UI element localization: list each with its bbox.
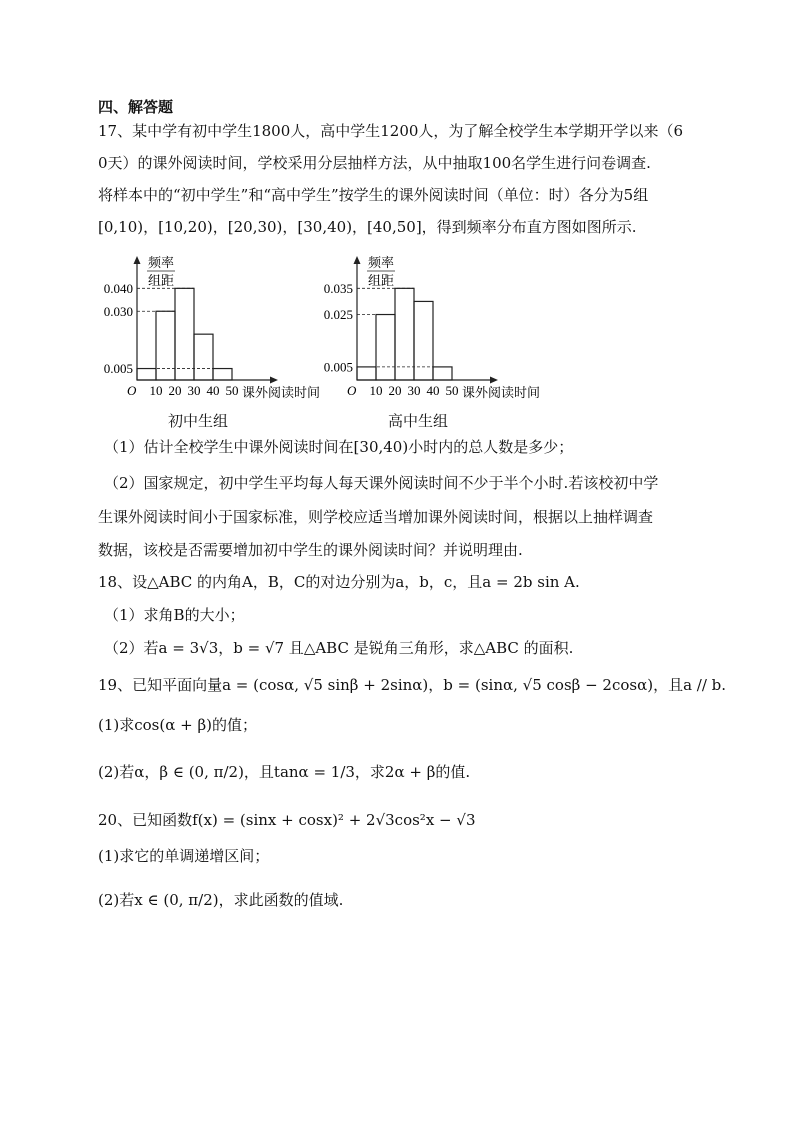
x-tick-label: 10	[369, 383, 383, 398]
q17-sub1: （1）估计全校学生中课外阅读时间在[30,40)小时内的总人数是多少；	[104, 438, 574, 456]
x-tick-label: 20	[168, 383, 182, 398]
y-axis-arrow	[134, 256, 141, 264]
q18-stem: 18、设△ABC 的内角A，B，C的对边分别为a，b，c，且a = 2b sin A.	[98, 573, 580, 591]
y-axis-arrow	[354, 256, 361, 264]
q19-sub1: (1)求cos(α + β)的值；	[98, 716, 257, 734]
q19-stem: 19、已知平面向量a = (cosα, √5 sinβ + 2sinα)，b = (sinα, √5 cosβ − 2cosα)，且a // b.	[98, 676, 727, 694]
x-tick-label: 10	[149, 383, 163, 398]
histogram-bar	[137, 369, 156, 380]
y-label-bottom: 组距	[367, 273, 395, 288]
y-label-top: 频率	[147, 255, 175, 270]
q19-sub2: (2)若α，β ∈ (0, π/2)，且tanα = 1/3，求2α + β的值.	[98, 763, 471, 781]
origin-label: O	[347, 383, 357, 398]
q17-stem-line3: 将样本中的“初中学生”和“高中学生”按学生的课外阅读时间（单位：时）各分为5组	[98, 186, 649, 204]
x-tick-label: 30	[187, 383, 201, 398]
x-axis-arrow	[270, 377, 278, 384]
histogram-bar	[357, 367, 376, 380]
x-tick-label: 50	[445, 383, 459, 398]
x-tick-label: 30	[407, 383, 421, 398]
y-tick-label: 0.035	[323, 280, 353, 296]
histogram-bar	[433, 367, 452, 380]
q17-stem-line1: 17、某中学有初中学生1800人，高中学生1200人，为了解全校学生本学期开学以来（6	[98, 122, 683, 140]
q17-stem-line4: [0,10)，[10,20)，[20,30)，[30,40)，[40,50]，得到频率分布直方图如图所示.	[98, 218, 637, 236]
q17-sub2-line1: （2）国家规定，初中学生平均每人每天课外阅读时间不少于半个小时.若该校初中学	[104, 474, 659, 492]
x-tick-label: 40	[426, 383, 440, 398]
histogram-bar	[156, 311, 175, 380]
y-tick-label: 0.030	[103, 303, 133, 319]
x-tick-label: 40	[206, 383, 220, 398]
y-tick-label: 0.025	[323, 307, 353, 323]
origin-label: O	[127, 383, 137, 398]
q17-sub2-line2: 生课外阅读时间小于国家标准，则学校应适当增加课外阅读时间，根据以上抽样调查	[98, 508, 654, 526]
x-tick-label: 20	[388, 383, 402, 398]
y-tick-label: 0.040	[103, 280, 133, 296]
x-axis-arrow	[490, 377, 498, 384]
section-title: 四、解答题	[98, 98, 174, 116]
histogram-bar	[213, 369, 232, 380]
q20-stem: 20、已知函数f(x) = (sinx + cosx)² + 2√3cos²x − √3	[98, 811, 476, 829]
histogram-bar	[414, 301, 433, 380]
histogram-bar	[376, 315, 395, 380]
x-axis-label: 课外阅读时间	[242, 385, 321, 400]
y-label-top: 频率	[367, 255, 395, 270]
q17-stem-line2: 0天）的课外阅读时间，学校采用分层抽样方法，从中抽取100名学生进行问卷调查.	[98, 154, 651, 172]
histogram-junior	[96, 252, 321, 437]
chart-caption: 高中生组	[387, 412, 448, 430]
y-tick-label: 0.005	[103, 361, 133, 377]
q18-sub1: （1）求角B的大小；	[104, 606, 245, 624]
histogram-bar	[194, 334, 213, 380]
y-label-bottom: 组距	[147, 273, 175, 288]
y-tick-label: 0.005	[323, 359, 353, 375]
histogram-bar	[395, 288, 414, 380]
histogram-senior	[316, 252, 566, 437]
x-axis-label: 课外阅读时间	[462, 385, 541, 400]
x-tick-label: 50	[225, 383, 239, 398]
q20-sub1: (1)求它的单调递增区间；	[98, 847, 270, 865]
q17-sub2-line3: 数据，该校是否需要增加初中学生的课外阅读时间？并说明理由.	[98, 541, 523, 559]
q18-sub2: （2）若a = 3√3，b = √7 且△ABC 是锐角三角形，求△ABC 的面积.	[104, 639, 574, 657]
histogram-bar	[175, 288, 194, 380]
q20-sub2: (2)若x ∈ (0, π/2)，求此函数的值域.	[98, 891, 344, 909]
chart-caption: 初中生组	[167, 412, 228, 430]
